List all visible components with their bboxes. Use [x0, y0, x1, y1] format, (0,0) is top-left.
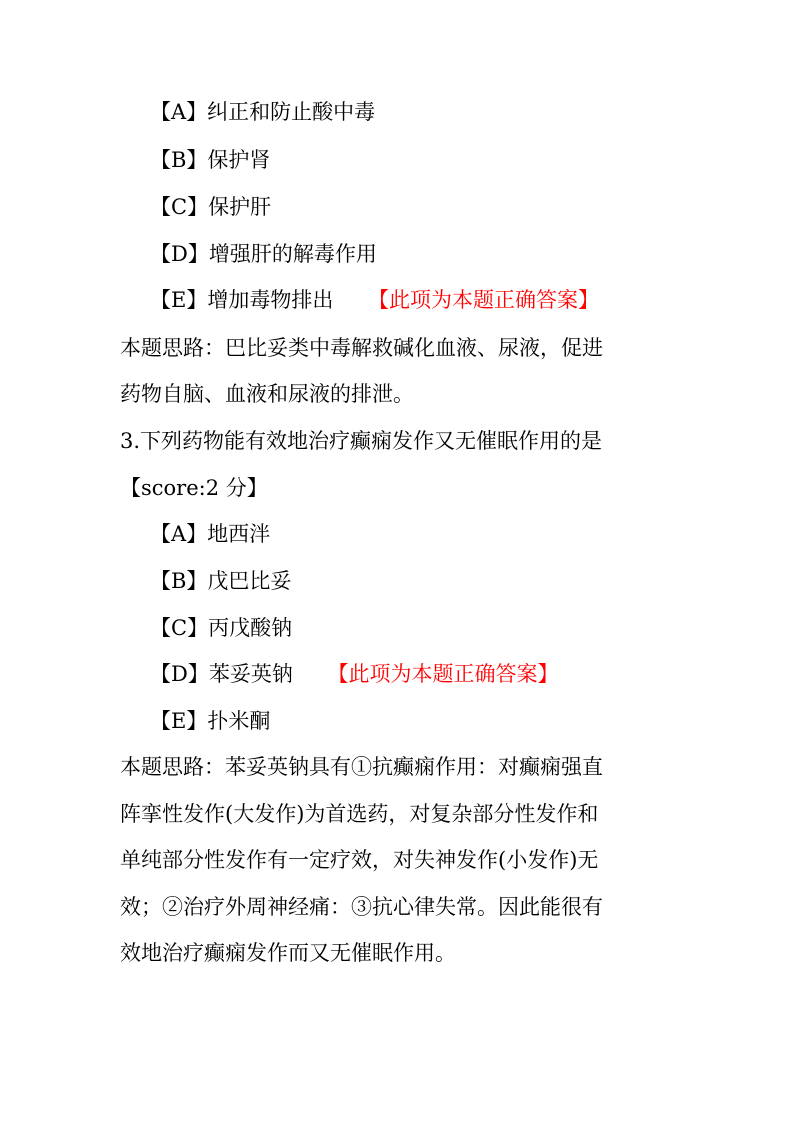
- q3-option-b: [150, 566, 291, 596]
- q2-option-c-text: 【C】保护肝: [150, 195, 272, 219]
- q2-option-b-text: 【B】保护肾: [150, 148, 271, 172]
- q3-explanation-line-2: 阵挛性发作(大发作)为首选药，对复杂部分性发作和: [120, 802, 599, 826]
- q2-option-e: [150, 285, 599, 315]
- q3-explanation-line-4: 效；②治疗外周神经痛：③抗心律失常。因此能很有: [120, 895, 603, 919]
- q2-option-b: [150, 145, 270, 175]
- q3-explanation-line-5: 效地治疗癫痫发作而又无催眠作用。: [120, 941, 456, 965]
- q3-score-label: 【score:2 分】: [120, 476, 268, 500]
- q3-option-a: [150, 519, 270, 549]
- q3-option-e-text: 【E】扑米酮: [150, 709, 271, 733]
- q3-option-c: [150, 613, 292, 643]
- q2-option-d-text: 【D】增强肝的解毒作用: [150, 242, 377, 266]
- q2-option-e-text: 【E】增加毒物排出: [150, 288, 334, 312]
- q3-option-a-text: 【A】地西泮: [150, 522, 271, 546]
- q2-correct-answer-tag: 【此项为本题正确答案】: [368, 288, 600, 312]
- q3-option-d: [150, 659, 559, 689]
- q3-option-b-text: 【B】戊巴比妥: [150, 569, 292, 593]
- q2-option-d: [150, 239, 377, 269]
- q2-option-a: [150, 97, 375, 127]
- q3-stem-line-1: 3.下列药物能有效地治疗癫痫发作又无催眠作用的是: [120, 429, 603, 453]
- q2-explanation-line-2: 药物自脑、血液和尿液的排泄。: [120, 382, 414, 406]
- q3-option-e: [150, 706, 270, 736]
- q2-explanation-line-1: 本题思路：巴比妥类中毒解救碱化血液、尿液，促进: [120, 336, 603, 360]
- q3-option-d-text: 【D】苯妥英钠: [150, 662, 293, 686]
- q3-option-c-text: 【C】丙戊酸钠: [150, 616, 293, 640]
- q3-correct-answer-tag: 【此项为本题正确答案】: [327, 662, 559, 686]
- q2-option-a-text: 【A】纠正和防止酸中毒: [150, 100, 376, 124]
- q3-explanation-line-3: 单纯部分性发作有一定疗效，对失神发作(小发作)无: [120, 848, 599, 872]
- q3-explanation-line-1: 本题思路：苯妥英钠具有①抗癫痫作用：对癫痫强直: [120, 755, 603, 779]
- q2-option-c: [150, 192, 271, 222]
